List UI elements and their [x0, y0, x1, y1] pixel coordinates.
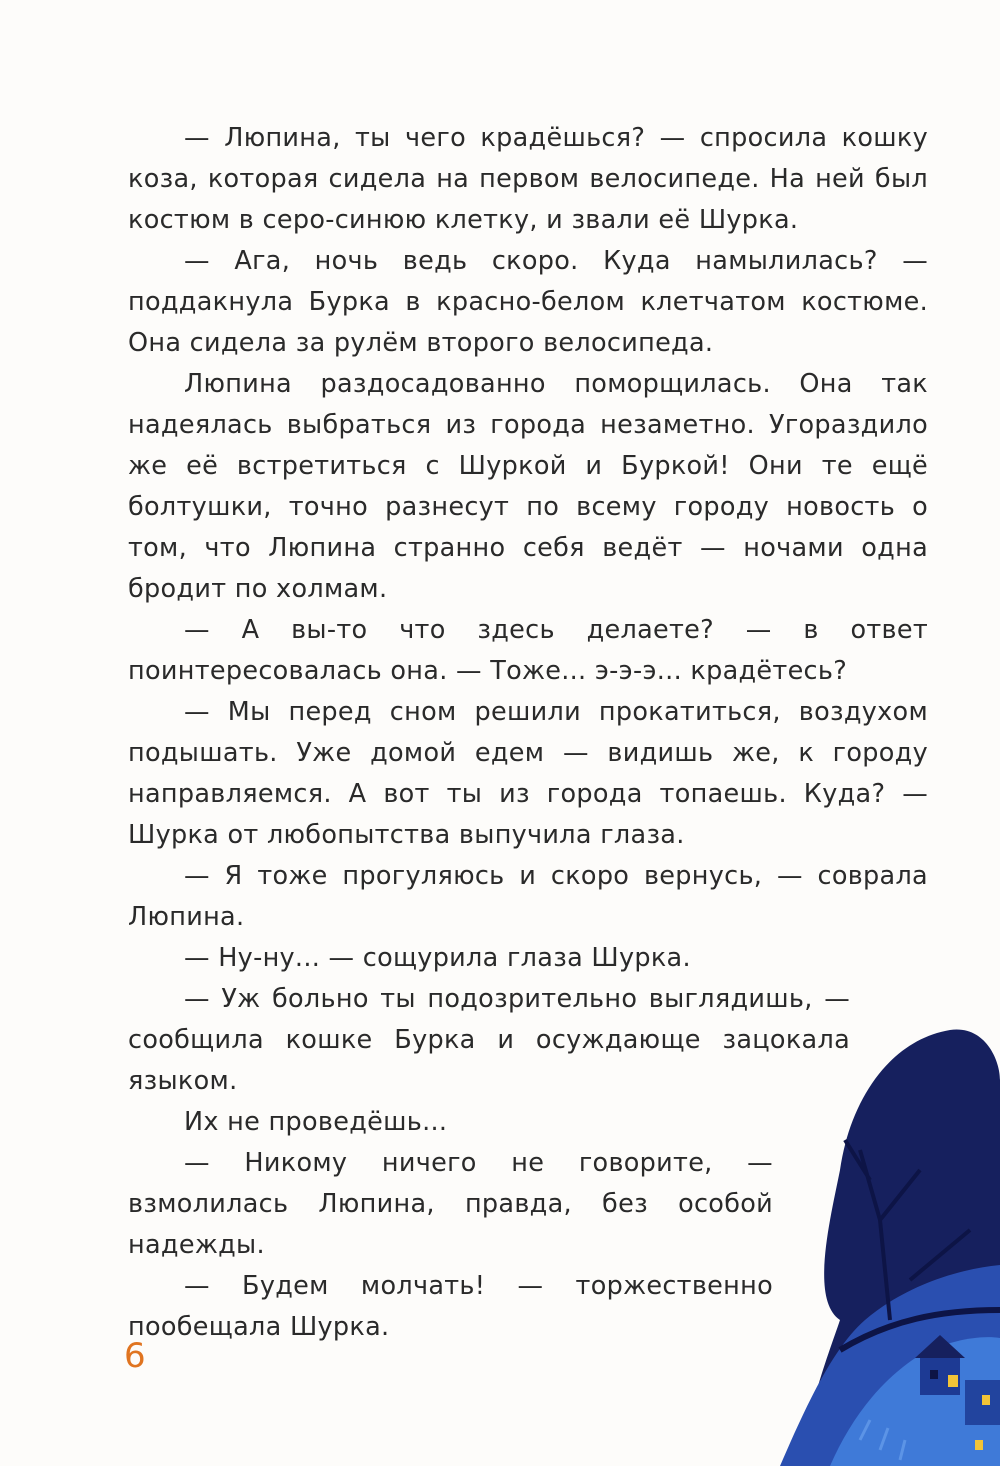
paragraph: — А вы-то что здесь делаете? — в ответ поинтересовалась она. — Тоже... э-э-э... крадётесь?: [128, 615, 928, 686]
window-lit: [982, 1395, 990, 1405]
night-tree-town-illustration-icon: [770, 1020, 1000, 1466]
paragraph: — Ну-ну... — сощурила глаза Шурка.: [184, 943, 691, 973]
paragraph: — Мы перед сном решили прокатиться, воздухом подышать. Уже домой едем — видишь же, к городу направляемся. А вот ты из города топаешь. Куда? — Шурка от любопытства выпучила глаза.: [128, 697, 928, 850]
paragraph: — Ага, ночь ведь скоро. Куда намылилась? — поддакнула Бурка в красно-белом клетчатом костюме. Она сидела за рулём второго велосипеда.: [128, 246, 928, 358]
paragraph: — Никому ничего не говорите, — взмолилась Люпина, правда, без особой надежды.: [128, 1148, 773, 1260]
paragraph: Люпина раздосадованно поморщилась. Она так надеялась выбраться из города незаметно. Угораздило же её встретиться с Шуркой и Буркой! Они те ещё болтушки, точно разнесут по всему городу новость о том, что Люпина странно себя ведёт — ночами одна бродит по холмам.: [128, 369, 928, 604]
page-number: 6: [124, 1336, 146, 1376]
window-lit: [948, 1375, 958, 1387]
paragraph: — Люпина, ты чего крадёшься? — спросила кошку коза, которая сидела на первом велосипеде. На ней был костюм в серо-синюю клетку, и звали её Шурка.: [128, 123, 928, 235]
paragraph: Их не проведёшь...: [184, 1107, 448, 1137]
window-dark: [930, 1370, 938, 1379]
paragraph: — Я тоже прогуляюсь и скоро вернусь, — соврала Люпина.: [128, 861, 928, 932]
window-lit: [975, 1440, 983, 1450]
paragraph: — Будем молчать! — торжественно пообещала Шурка.: [128, 1271, 773, 1342]
paragraph: — Уж больно ты подозрительно выглядишь, — сообщила кошке Бурка и осуждающе зацокала языком.: [128, 984, 850, 1096]
